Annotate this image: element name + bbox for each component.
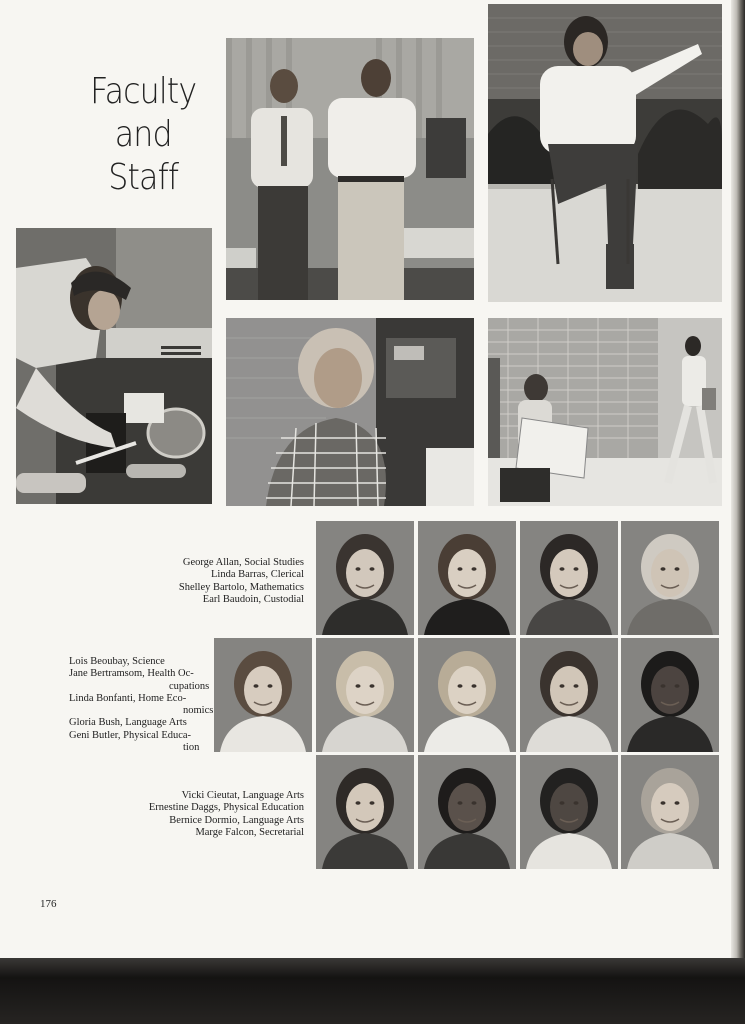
staff-portrait bbox=[418, 638, 516, 752]
caption-name: Lois Beoubay, Science bbox=[69, 656, 165, 667]
staff-portrait bbox=[418, 755, 516, 869]
caption-name: Earl Baudoin, Custodial bbox=[202, 593, 304, 605]
caption-row-3 bbox=[149, 790, 304, 839]
staff-portrait bbox=[520, 755, 618, 869]
staff-portrait bbox=[520, 638, 618, 752]
scan-shadow bbox=[0, 958, 745, 1024]
staff-portrait bbox=[316, 638, 414, 752]
book-spine bbox=[731, 0, 745, 1024]
caption-name: Marge Falcon, Secretarial bbox=[195, 826, 304, 838]
page-number: 176 bbox=[40, 898, 57, 910]
title-line-3: Staff bbox=[108, 157, 179, 198]
staff-portrait bbox=[520, 521, 618, 635]
title-line-1: Faculty bbox=[90, 71, 197, 112]
candid-photo-woman-chair bbox=[488, 4, 722, 302]
candid-photo-newspaper bbox=[488, 318, 722, 506]
candid-photo-cafeteria bbox=[226, 38, 474, 300]
staff-portrait bbox=[418, 521, 516, 635]
staff-portrait bbox=[316, 755, 414, 869]
staff-portrait bbox=[621, 638, 719, 752]
caption-row-2 bbox=[69, 656, 213, 754]
caption-name: Jane Bertramsom, Health Oc- bbox=[69, 668, 194, 680]
caption-name: Linda Bonfanti, Home Eco- bbox=[69, 692, 187, 704]
caption-name: Bernice Dormio, Language Arts bbox=[169, 814, 304, 826]
caption-name: Gloria Bush, Language Arts bbox=[69, 717, 187, 729]
caption-name: George Allan, Social Studies bbox=[182, 557, 304, 568]
caption-name: Geni Butler, Physical Educa- bbox=[69, 729, 192, 741]
caption-name: tion bbox=[183, 742, 200, 754]
title-line-2: and bbox=[114, 114, 172, 155]
staff-portrait bbox=[316, 521, 414, 635]
page-title bbox=[86, 70, 200, 199]
caption-name: Vicki Cieutat, Language Arts bbox=[181, 790, 304, 801]
caption-name: cupations bbox=[169, 680, 210, 692]
caption-row-1 bbox=[179, 557, 304, 606]
staff-portrait bbox=[621, 755, 719, 869]
caption-name: Shelley Bartolo, Mathematics bbox=[178, 581, 304, 593]
caption-name: nomics bbox=[183, 705, 214, 717]
caption-name: Linda Barras, Clerical bbox=[210, 569, 304, 581]
candid-photo-mechanic bbox=[16, 228, 212, 504]
staff-portrait bbox=[621, 521, 719, 635]
candid-photo-woman-checked-blouse bbox=[226, 318, 474, 506]
staff-portrait bbox=[214, 638, 312, 752]
caption-name: Ernestine Daggs, Physical Education bbox=[148, 802, 304, 814]
